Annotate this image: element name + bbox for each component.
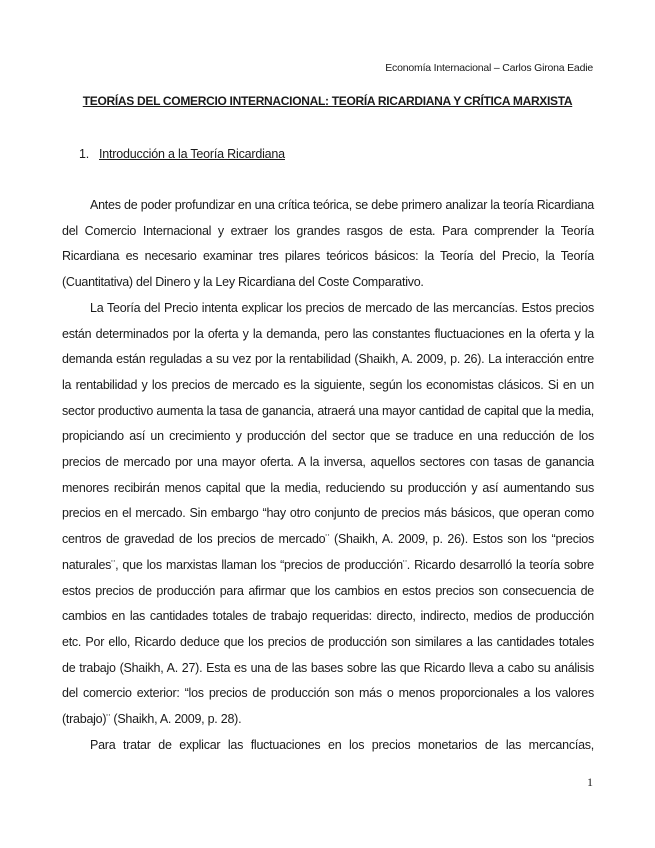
section-heading: [79, 147, 285, 161]
body-text: [62, 193, 594, 758]
section-number: 1.: [79, 147, 90, 161]
paragraph-1: Antes de poder profundizar en una crítica teórica, se debe primero analizar la teoría Ricardiana del Comercio Internacional y extraer los grandes rasgos de esta. Para comprender la Teoría Ricardiana es necesario examinar tres pilares teóricos básicos: la Teoría del Precio, la Teoría (Cuantitativa) del Dinero y la Ley Ricardiana del Coste Comparativo.: [62, 198, 594, 290]
page-number: 1: [587, 775, 593, 789]
document-title: TEORÍAS DEL COMERCIO INTERNACIONAL: TEORÍA RICARDIANA Y CRÍTICA MARXISTA: [82, 94, 573, 108]
paragraph-2: La Teoría del Precio intenta explicar los precios de mercado de las mercancías. Estos precios están determinados por la oferta y la demanda, pero las constantes fluctuaciones en la oferta y la demanda están reguladas a su vez por la rentabilidad (Shaikh, A. 2009, p. 26). La interacción entre la rentabilidad y los precios de mercado es la siguiente, según los economistas clásicos. Si en un sector productivo aumenta la tasa de ganancia, atraerá una mayor cantidad de capital que la media, propiciando así un crecimiento y producción del sector que se traduce en una reducción de los precios de mercado por una mayor oferta. A la inversa, aquellos sectores con tasas de ganancia menores recibirán menos capital que la media, reduciendo su producción y así aumentando sus precios en el mercado. Sin embargo “hay otro conjunto de precios más básicos, que operan como centros de gravedad de los precios de mercado¨ (Shaikh, A. 2009, p. 26). Estos son los “precios naturales¨, que los marxistas llaman los “precios de producción¨. Ricardo desarrolló la teoría sobre estos precios de producción para afirmar que los cambios en estos precios son consecuencia de cambios en las cantidades totales de trabajo requeridas: directo, indirecto, medios de producción etc. Por ello, Ricardo deduce que los precios de producción son similares a las cantidades totales de trabajo (Shaikh, A. 27). Esta es una de las bases sobre las que Ricardo lleva a cabo su análisis del comercio exterior: “los precios de producción son más o menos proporcionales a los valores (trabajo)¨ (Shaikh, A. 2009, p. 28).: [62, 300, 594, 727]
running-header: Economía Internacional – Carlos Girona Eadie: [385, 62, 593, 74]
section-heading-text: Introducción a la Teoría Ricardiana: [99, 147, 285, 161]
paragraph-3: Para tratar de explicar las fluctuaciones en los precios monetarios de las mercancías,: [90, 737, 594, 752]
